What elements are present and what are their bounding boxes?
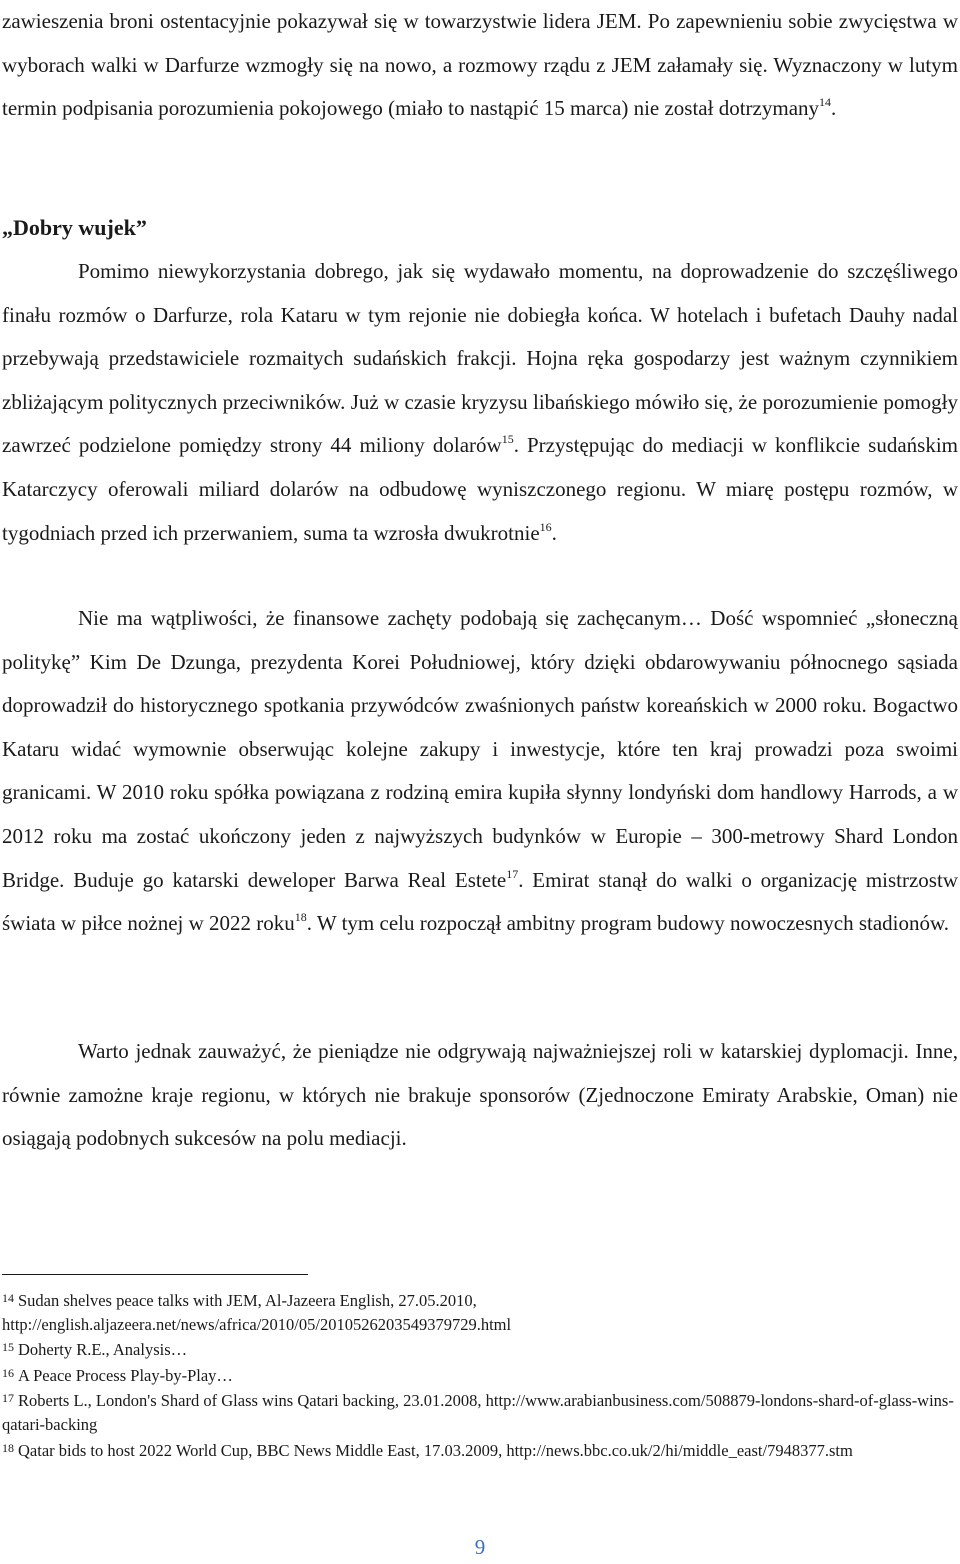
footnote-14 bbox=[2, 1287, 958, 1336]
paragraph-text: Pomimo niewykorzystania dobrego, jak się wydawało momentu, na doprowadzenie do szczęśliwego finału rozmów o Darfurze, rola Kataru w tym rejonie nie dobiegła końca. W hotelach i bufetach Dauhy nadal przebywają przedstawiciele rozmaitych sudańskich frakcji. Hojna ręka gospodarzy jest ważnym czynnikiem zbliżającym politycznych przeciwników. Już w czasie kryzysu libańskiego mówiło się, że porozumienie pomogły zawrzeć podzielone pomiędzy strony 44 miliony dolarów bbox=[2, 259, 958, 458]
footnotes bbox=[2, 1287, 958, 1462]
paragraph-text: . Przystępując do mediacji w konflikcie sudańskim Katarczycy oferowali miliard dolarów na odbudowę wyniszczonego regionu. W miarę postępu rozmów, w tygodniach przed ich przerwaniem, suma ta wzrosła dwukrotnie bbox=[2, 433, 958, 545]
paragraph-continuation bbox=[2, 0, 958, 131]
footnote-number: 18 bbox=[2, 1440, 14, 1455]
footnote-ref: 18 bbox=[294, 910, 307, 925]
footnote-number: 17 bbox=[2, 1391, 14, 1406]
paragraph-intro bbox=[2, 250, 958, 555]
paragraph-text: . Emirat stanął do walki o organizację mistrzostw świata w piłce nożnej w 2022 roku bbox=[2, 867, 958, 936]
footnote-ref: 14 bbox=[819, 95, 832, 110]
page-number: 9 bbox=[474, 1535, 486, 1559]
footnote-number: 14 bbox=[2, 1291, 14, 1305]
footnote-number: 16 bbox=[2, 1365, 14, 1380]
paragraph-text: . W tym celu rozpoczął ambitny program budowy nowoczesnych stadionów. bbox=[306, 911, 950, 936]
footnote-text: Roberts L., London's Shard of Glass wins Qatari backing, 23.01.2008, http://www.arabianbusiness.com/508879-londons-shard-of-glass-wins-qatari-backing bbox=[2, 1391, 954, 1434]
footnote-separator bbox=[2, 1274, 308, 1275]
paragraph-conclusion: Warto jednak zauważyć, że pieniądze nie odgrywają najważniejszej roli w katarskiej dyplomacji. Inne, równie zamożne kraje regionu, w których nie brakuje sponsorów (Zjednoczone Emiraty Arabskie, Oman) nie osiągają podobnych sukcesów na polu mediacji. bbox=[2, 1039, 958, 1151]
footnote-ref: 15 bbox=[501, 432, 514, 447]
paragraph-text: zawieszenia broni ostentacyjnie pokazywał się w towarzystwie lidera JEM. Po zapewnieniu sobie zwycięstwa w wyborach walki w Darfurze wzmogły się na nowo, a rozmowy rządu z JEM załamały się. Wyznaczony w lutym termin podpisania porozumienia pokojowego (miało to nastąpić 15 marca) nie został dotrzymany bbox=[2, 9, 958, 121]
section-heading: „Dobry wujek” bbox=[2, 215, 147, 240]
paragraph-text: . bbox=[551, 520, 557, 545]
paragraph-text: . bbox=[831, 96, 837, 121]
footnote-15 bbox=[2, 1336, 958, 1362]
footnote-17 bbox=[2, 1387, 958, 1436]
footnote-text: A Peace Process Play-by-Play… bbox=[18, 1365, 233, 1385]
footnote-ref: 16 bbox=[539, 519, 552, 534]
footnote-18 bbox=[2, 1437, 958, 1463]
footnote-16 bbox=[2, 1362, 958, 1388]
footnote-number: 15 bbox=[2, 1340, 14, 1355]
footnote-ref: 17 bbox=[506, 866, 519, 881]
footnote-text: Qatar bids to host 2022 World Cup, BBC News Middle East, 17.03.2009, http://news.bbc.co.uk/2/hi/middle_east/7948377.stm bbox=[18, 1440, 853, 1460]
footnote-text: Sudan shelves peace talks with JEM, Al-Jazeera English, 27.05.2010, http://english.aljazeera.net/news/africa/2010/05/2010526203549379729.html bbox=[2, 1291, 512, 1334]
footnote-text: Doherty R.E., Analysis… bbox=[18, 1340, 188, 1360]
paragraph-text: Nie ma wątpliwości, że finansowe zachęty podobają się zachęcanym… Dość wspomnieć „słoneczną politykę” Kim De Dzunga, prezydenta Korei Południowej, który dzięki obdarowywaniu północnego sąsiada doprowadził do historycznego spotkania przywódców zwaśnionych państw koreańskich w 2000 roku. Bogactwo Kataru widać wymownie obserwując kolejne zakupy i inwestycje, które ten kraj prowadzi poza swoimi granicami. W 2010 roku spółka powiązana z rodziną emira kupiła słynny londyński dom handlowy Harrods, a w 2012 roku ma zostać ukończony jeden z najwyższych budynków w Europie – 300-metrowy Shard London Bridge. Buduje go katarski deweloper Barwa Real Estete bbox=[2, 606, 958, 892]
paragraph-investments bbox=[2, 597, 958, 946]
